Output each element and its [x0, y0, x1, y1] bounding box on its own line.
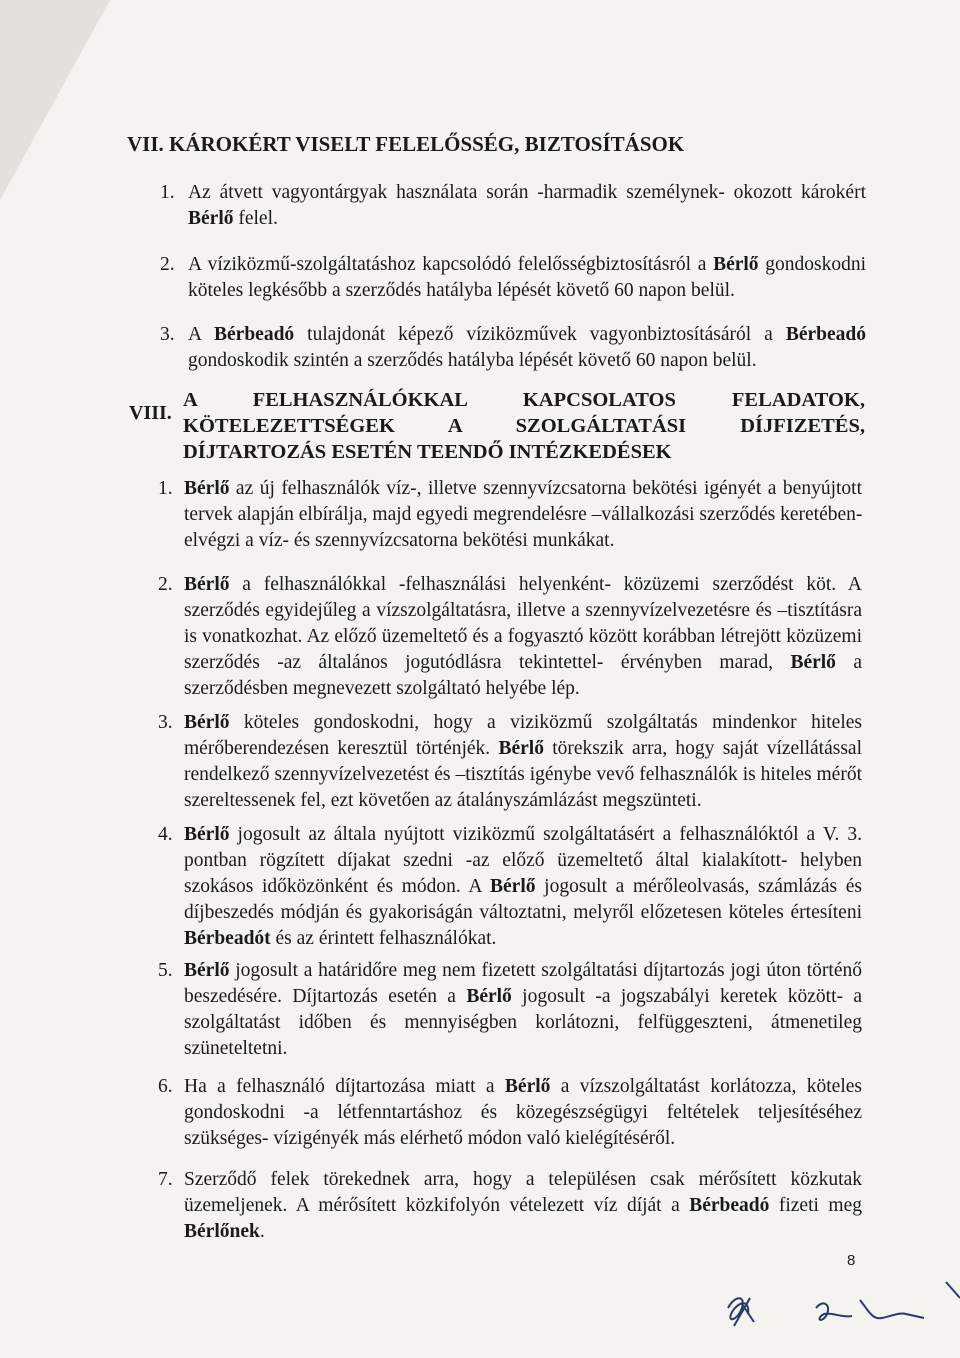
text-line — [184, 874, 862, 900]
text-line — [184, 958, 862, 984]
text-segment: szerződésben megnevezett szolgáltató helyébe lép. — [184, 678, 580, 699]
text-segment: elvégzi a víz- és szennyvízcsatorna bekötési munkákat. — [184, 530, 615, 551]
text-line — [184, 710, 862, 736]
text-segment: pontban rögzített díjakat szedni -az előző üzemeltető által kialakított- helyben — [184, 850, 862, 871]
bold-term: Bérlő — [184, 824, 230, 845]
item-text — [184, 1167, 862, 1245]
text-line — [184, 1010, 862, 1036]
item-number: 3. — [158, 712, 173, 733]
text-segment: szerződés egyidejűleg a vízszolgáltatásra, illetve a szennyvízelvezetésre és –tisztításra — [184, 600, 862, 621]
text-segment: Ha a felhasználó díjtartozása miatt a — [184, 1076, 505, 1097]
text-segment: a felhasználókkal -felhasználási helyenként- közüzemi szerződést köt. A — [229, 574, 862, 595]
text-segment: törekszik arra, hogy saját vízellátással — [543, 738, 862, 759]
text-line — [184, 788, 862, 814]
item-text — [188, 322, 866, 374]
text-line — [188, 348, 866, 374]
bold-term: Bérbeadó — [689, 1195, 770, 1216]
text-line — [184, 900, 862, 926]
bold-term: Bérlő — [466, 986, 512, 1007]
bold-term: Bérlő — [184, 574, 230, 595]
text-segment: gondoskodni — [758, 254, 866, 275]
text-line — [184, 1167, 862, 1193]
text-segment: a — [835, 652, 863, 673]
text-line — [184, 1074, 862, 1100]
item-text — [188, 180, 866, 232]
text-segment: a vízszolgáltatást korlátozza, köteles — [550, 1076, 862, 1097]
item-number: 2. — [160, 254, 175, 275]
item-text — [184, 958, 862, 1062]
bold-term: Bérlő — [504, 1076, 551, 1097]
item-text — [184, 476, 862, 554]
text-line — [184, 572, 862, 598]
page-number: 8 — [847, 1252, 856, 1269]
text-segment: jogosult -a jogszabályi keretek között- a — [511, 986, 862, 1007]
bold-term: Bérbeadó — [214, 324, 295, 345]
text-segment: és az érintett felhasználókat. — [270, 928, 497, 949]
item-text — [184, 572, 862, 702]
text-segment: szükséges- vízigényék más elérhető módon való kielégítéséről. — [184, 1128, 676, 1149]
text-segment: szolgáltatást időben és mennyiségben korlátozni, felfüggeszteni, átmenetileg — [184, 1012, 862, 1033]
bold-term: Bérlő — [188, 208, 234, 229]
bold-term: Bérlő — [713, 254, 759, 275]
text-segment: Szerződő felek törekednek arra, hogy a településen csak mérősített közkutak — [184, 1169, 862, 1190]
bold-term: Bérlő — [184, 712, 230, 733]
section-8-number: VIII. — [129, 402, 172, 424]
text-line — [184, 1036, 862, 1062]
item-number: 5. — [158, 960, 173, 981]
folded-corner — [0, 0, 110, 200]
signature-initials — [720, 1268, 960, 1348]
bold-term: Bérlő — [498, 738, 544, 759]
text-line — [184, 762, 862, 788]
bold-term: Bérlő — [184, 960, 230, 981]
item-number: 1. — [158, 478, 173, 499]
text-segment: A — [188, 324, 214, 345]
text-segment: díjbeszedés módján és gyakoriságán változtatni, melyről előzetesen köteles értesíteni — [184, 902, 862, 923]
text-line — [188, 322, 866, 348]
item-number: 6. — [158, 1076, 173, 1097]
text-segment: . — [259, 1221, 265, 1242]
text-segment: fizeti meg — [769, 1195, 862, 1216]
text-segment: Az átvett vagyontárgyak használata során -harmadik személynek- okozott károkért — [188, 182, 866, 203]
text-line — [184, 984, 862, 1010]
text-line — [184, 676, 862, 702]
section-7-title: VII. KÁROKÉRT VISELT FELELŐSSÉG, BIZTOSÍTÁSOK — [127, 132, 685, 156]
text-line — [188, 278, 866, 304]
item-text — [184, 822, 862, 952]
text-segment: szokásos időközönként és módon. A — [184, 876, 490, 897]
text-line — [184, 598, 862, 624]
bold-term: Bérlőnek — [184, 1221, 260, 1242]
bold-term: Bérlő — [790, 652, 836, 673]
text-line — [188, 252, 866, 278]
bold-term: Bérbeadót — [184, 928, 271, 949]
text-segment: üzemeljenek. A mérősített közkifolyón vételezett víz díját a — [184, 1195, 690, 1216]
text-segment: tulajdonát képező víziközművek vagyonbiztosításáról a — [294, 324, 786, 345]
section-8-title-line: DÍJTARTOZÁS ESETÉN TEENDŐ INTÉZKEDÉSEK — [183, 441, 672, 463]
text-segment: szerződés -az általános jogutódlásra tekintettel- érvényben marad, — [184, 652, 791, 673]
text-line — [184, 476, 862, 502]
bold-term: Bérbeadó — [785, 324, 866, 345]
text-line — [184, 650, 862, 676]
text-segment: jogosult a mérőleolvasás, számlázás és — [535, 876, 862, 897]
text-segment: is vonatkozhat. Az előző üzemeltető és a fogyasztó között korábban létrejött közüzemi — [184, 626, 862, 647]
text-line — [184, 1219, 862, 1245]
text-segment: jogosult az általa nyújtott viziközmű szolgáltatásért a felhasználóktól a V. 3. — [229, 824, 862, 845]
item-number: 3. — [160, 324, 175, 345]
item-text — [184, 710, 862, 814]
text-line — [184, 502, 862, 528]
text-line — [184, 736, 862, 762]
text-segment: köteles legkésőbb a szerződés hatályba lépését követő 60 napon belül. — [188, 280, 735, 301]
text-segment: tervek alapján elbírálja, majd egyedi megrendelésre –vállalkozási szerződés keretében- — [184, 504, 863, 525]
text-line — [184, 1100, 862, 1126]
text-segment: felel. — [233, 208, 278, 229]
text-line — [188, 206, 866, 232]
text-segment: gondoskodni -a létfenntartáshoz és közegészségügyi feltételek teljesítéséhez — [184, 1102, 862, 1123]
text-line — [184, 848, 862, 874]
text-segment: jogosult a határidőre meg nem fizetett szolgáltatási díjtartozás jogi úton történő — [229, 960, 862, 981]
text-segment: rendelkező szennyvízelvezetést és –tisztítás igénybe vevő felhasználók is hiteles mérőt — [184, 764, 862, 785]
section-8-title — [183, 387, 865, 465]
section-8-title-line: A FELHASZNÁLÓKKAL KAPCSOLATOS FELADATOK, — [183, 389, 865, 411]
text-line — [184, 1126, 862, 1152]
bold-term: Bérlő — [184, 478, 230, 499]
text-line — [188, 180, 866, 206]
text-line — [184, 624, 862, 650]
section-8-title-line: KÖTELEZETTSÉGEK A SZOLGÁLTATÁSI DÍJFIZETÉS, — [183, 415, 865, 437]
text-segment: beszedésére. Díjtartozás esetén a — [184, 986, 467, 1007]
text-segment: szüneteltetni. — [184, 1038, 288, 1059]
text-segment: A víziközmű-szolgáltatáshoz kapcsolódó felelősségbiztosításról a — [188, 254, 714, 275]
text-line — [184, 822, 862, 848]
text-segment: köteles gondoskodni, hogy a viziközmű szolgáltatás mindenkor hiteles — [229, 712, 862, 733]
item-number: 2. — [158, 574, 173, 595]
item-text — [184, 1074, 862, 1152]
text-line — [184, 926, 862, 952]
text-segment: az új felhasználók víz-, illetve szennyvízcsatorna bekötési igényét a benyújtott — [229, 478, 862, 499]
item-number: 4. — [158, 824, 173, 845]
item-text — [188, 252, 866, 304]
item-number: 1. — [160, 182, 175, 203]
text-segment: mérőberendezésen keresztül történjék. — [184, 738, 499, 759]
item-number: 7. — [158, 1169, 173, 1190]
text-segment: szereltessenek fel, ezt követően az átalányszámlázást megszünteti. — [184, 790, 702, 811]
text-segment: gondoskodik szintén a szerződés hatályba lépését követő 60 napon belül. — [188, 350, 757, 371]
text-line — [184, 1193, 862, 1219]
text-line — [184, 528, 862, 554]
bold-term: Bérlő — [490, 876, 536, 897]
